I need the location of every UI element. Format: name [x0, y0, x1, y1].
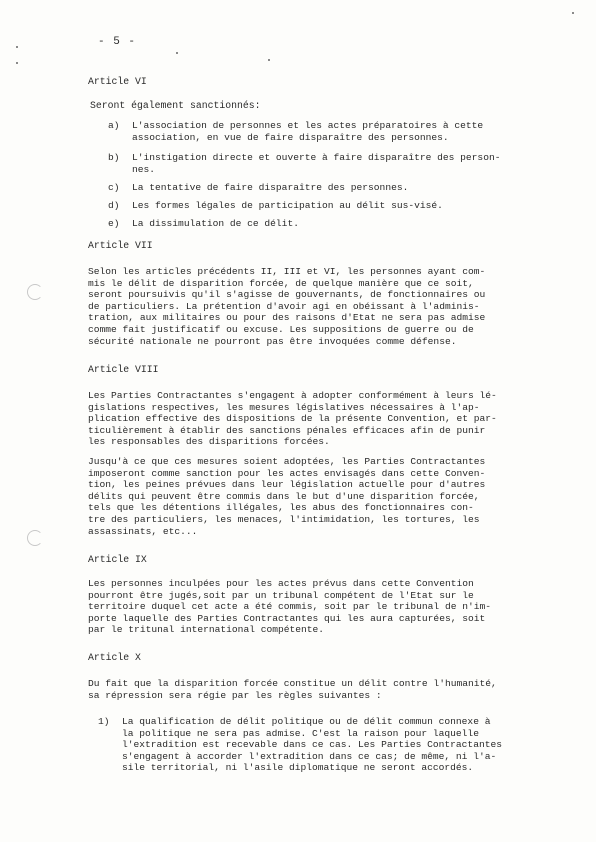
list-item-line: La tentative de faire disparaître des personnes.: [132, 182, 409, 193]
paragraph-line: Selon les articles précédents II, III et VI, les personnes ayant com-: [88, 266, 486, 277]
paragraph-line: Du fait que la disparition forcée constitue un délit contre l'humanité,: [88, 678, 497, 689]
paragraph-line: Les personnes inculpées pour les actes prévus dans cette Convention: [88, 578, 474, 589]
paragraph-line: tration, aux militaires ou pour des raisons d'Etat ne sera pas admise: [88, 312, 486, 324]
paragraph-line: porte laquelle des Parties Contractantes qui les aura capturées, soit: [88, 612, 486, 624]
list-item-line: L'association de personnes et les actes préparatoires à cette: [132, 120, 484, 131]
list-item-line: La dissimulation de ce délit.: [132, 218, 299, 229]
paragraph-line: ticulièrement à établir des sanctions pénales efficaces afin de punir: [88, 424, 486, 436]
list-item-label: b): [108, 152, 120, 163]
list-item-label: a): [108, 120, 120, 131]
paragraph-line: par le tritunal international compétente.: [88, 624, 325, 636]
paragraph-line: seront poursuivis qu'il s'agisse de gouvernants, de fonctionnaires ou: [88, 289, 486, 301]
scan-speck: [16, 62, 18, 64]
paragraph-line: assassinats, etc...: [88, 525, 198, 537]
paragraph-line: pourront être jugés,soit par un tribunal compétent de l'Etat sur le: [88, 589, 474, 601]
article-vii-heading: Article VII: [88, 240, 153, 251]
scan-speck: [16, 46, 18, 48]
paragraph-line: sécurité nationale ne pourront pas être invoquées comme défense.: [88, 335, 457, 347]
article-vii-paragraph: [88, 266, 534, 347]
list-item-line: La qualification de délit politique ou de délit commun connexe à: [122, 716, 491, 727]
article-viii-paragraph-2: [88, 456, 534, 537]
article-x-intro: [88, 678, 534, 701]
list-item-line: la politique ne sera pas admise. C'est la raison pour laquelle: [122, 727, 479, 739]
list-item-line: Les formes légales de participation au délit sus-visé.: [132, 200, 443, 211]
paragraph-line: tels que les détentions illégales, les abus des fonctionnaires con-: [88, 502, 474, 514]
list-item-line: s'engagent à accorder l'extradition dans ce cas; de même, ni l'a-: [122, 750, 497, 762]
paragraph-line: de particuliers. La prétention d'avoir agi en obéissant à l'adminis-: [88, 300, 480, 312]
paragraph-line: comme fait justificatif ou excuse. Les suppositions de guerre ou de: [88, 323, 474, 335]
article-viii-paragraph-1: [88, 390, 534, 448]
paragraph-line: territoire duquel cet acte a été commis, soit par le tribunal de n'im-: [88, 601, 492, 613]
article-vi-intro: Seront également sanctionnés:: [90, 100, 261, 111]
paragraph-line: sa répression sera régie par les règles suivantes :: [88, 689, 382, 701]
scan-speck: [572, 12, 574, 14]
list-item-line: nes.: [132, 163, 156, 175]
article-viii-heading: Article VIII: [88, 364, 159, 375]
list-item-label: d): [108, 200, 120, 211]
list-item-label: 1): [98, 716, 110, 727]
paragraph-line: les responsables des disparitions forcées.: [88, 436, 330, 448]
paragraph-line: délits qui peuvent être commis dans le but d'une disparition forcée,: [88, 490, 480, 502]
list-item-line: l'extradition est recevable dans ce cas. Les Parties Contractantes: [122, 739, 502, 751]
page-number: - 5 -: [98, 36, 137, 48]
scan-speck: [176, 52, 178, 54]
paragraph-line: Jusqu'à ce que ces mesures soient adoptées, les Parties Contractantes: [88, 456, 486, 467]
list-item-label: e): [108, 218, 120, 229]
list-item-label: c): [108, 182, 120, 193]
punch-hole-mark: [27, 530, 43, 546]
article-x-heading: Article X: [88, 652, 141, 663]
paragraph-line: mis le délit de disparition forcée, de quelque manière que ce soit,: [88, 277, 474, 289]
paragraph-line: tre des particuliers, les menaces, l'intimidation, les tortures, les: [88, 513, 480, 525]
paragraph-line: Les Parties Contractantes s'engagent à adopter conformément à leurs lé-: [88, 390, 497, 401]
paragraph-line: imposeront comme sanction pour les actes envisagés dans cette Conven-: [88, 467, 486, 479]
paragraph-line: gislations respectives, les mesures législatives nécessaires à l'ap-: [88, 401, 480, 413]
paragraph-line: plication effective des dispositions de la présente Convention, et par-: [88, 413, 497, 425]
punch-hole-mark: [27, 284, 43, 300]
article-ix-paragraph: [88, 578, 534, 636]
article-vi-heading: Article VI: [88, 76, 147, 87]
list-item-line: L'instigation directe et ouverte à faire disparaître des person-: [132, 152, 501, 163]
paragraph-line: tion, les peines prévues dans leur législation actuelle pour d'autres: [88, 479, 486, 491]
scan-speck: [268, 59, 270, 61]
list-item-line: association, en vue de faire disparaître des personnes.: [132, 131, 449, 143]
list-item-line: sile territorial, ni l'asile diplomatique ne seront accordés.: [122, 762, 474, 774]
article-ix-heading: Article IX: [88, 554, 147, 565]
